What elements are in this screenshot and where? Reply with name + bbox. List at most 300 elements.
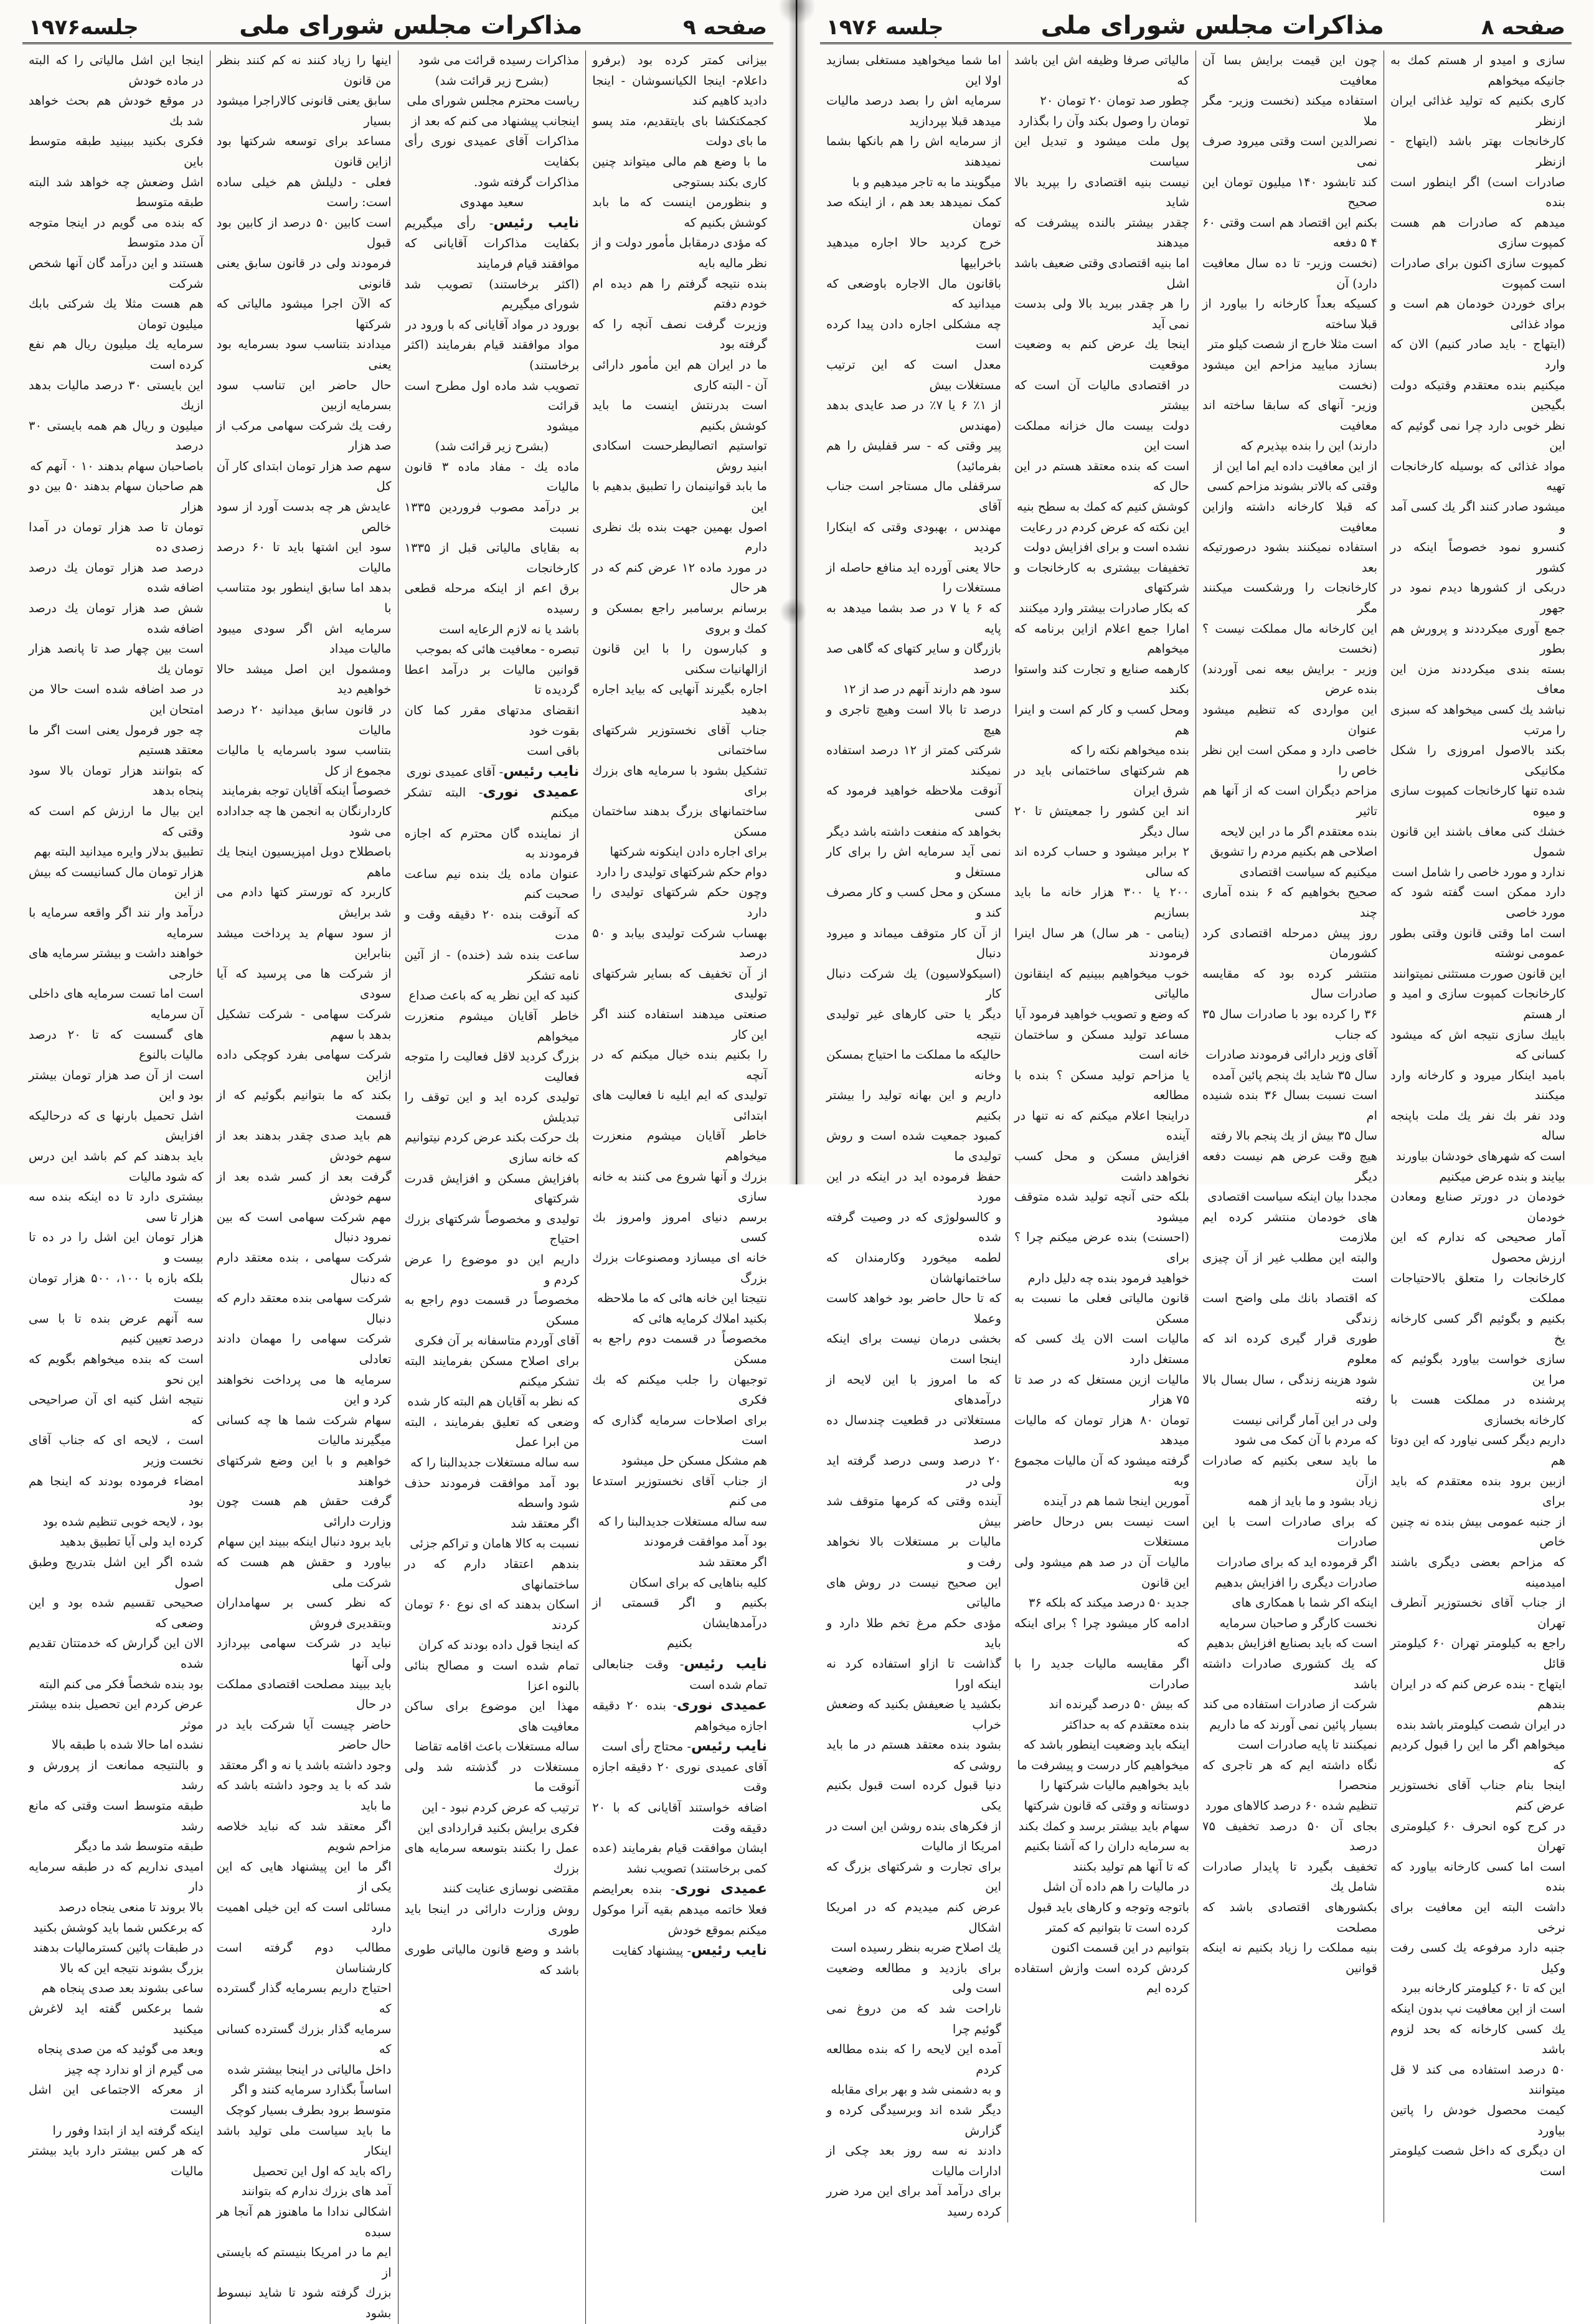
text-line: سازی و امیدو ار هستم كمك به جانیكه میخواهم [1390,53,1565,88]
text-line: برای خوردن خودمان هم است و مواد غذائی [1390,296,1565,331]
text-line: امیدی نداریم که در طبقه سرمایه دار [29,1859,204,1894]
text-line: این بیال ما ارزش کم است که وقتی که [29,803,204,839]
text-line: (ایتهاج - باید صادر کنیم) الان که وارد [1390,337,1565,372]
text-line: این که تا ۶۰ کیلومتر کارخانه ببرد [1401,1981,1565,1996]
text-line: مساعد برای توسعه شرکتها بود ازاین قانون [216,134,392,169]
text-line: ندارد و مورد خاصی را شامل است [1392,864,1565,879]
text-line: میکنیم بنده معتقدم وقتیکه دولت بگیجین [1390,377,1565,413]
text-line: دولت بیست مال خزانه مملکت است این [1014,418,1189,453]
text-line: میلیون و ریال هم همه بایستی ۳۰ درصد [29,418,204,453]
right-column-2 [1196,50,1384,2222]
text-line: وزیرت گرفت نصف آنچه را که گرفته بود [592,316,767,352]
text-line: لطمه میخورد وکارمندان که ساختمانهاشان [826,1250,1001,1285]
text-line: بزرگ بشوند نتیجه این که بالا [59,1960,204,1975]
text-line: در ایران شصت کیلومتر باشد بنده [1396,1717,1565,1732]
text-line: وجود داشته باشد یا نه و اگر معتقد [219,1757,392,1772]
text-line: اضافه خواستند آقایانی که با ۲۰ دقیقه وقت [592,1800,767,1835]
text-line: ساختمانهای بزرگ بدهند ساختمان مسکن [592,803,767,839]
text-line: اینجا این اشل مالیاتی را که البته در ماده خودش [29,53,204,88]
text-line: که مردم با آن کمک می شود [1234,1433,1377,1448]
text-line: فکری برایش بکنید قراردادی این [417,1820,580,1835]
text-line: کند تابشود ۱۴۰ میلیون تومان این صحیح [1202,174,1377,210]
text-line: شرکت از صادرات استفاده می کند [1202,1697,1377,1712]
text-line: صادرات است) اگر اینطور است بنده [1390,174,1565,210]
text-line: چه جور فرمول یعنی است اگر ما معتقد هستیم [29,722,204,758]
text-line: گرفته میشود که آن مالیات مجموع وبه [1014,1453,1189,1488]
text-line: قوانین مالیات بر درآمد اعطا گردیده تا [404,662,580,697]
text-line: بکنیم و بگوئیم اگر کسی کارخانه یخ [1390,1311,1565,1346]
text-line: رفت یك شرکت سهامی مرکب از صد هزار [216,418,392,453]
text-line: های خودمان منتشر کرده ایم ملازمت [1202,1209,1377,1245]
text-line: آمده این لایحه را که بنده مطالعه کردم [826,2042,1001,2077]
text-line: (احسنت) بنده عرض میکنم چرا ؟ برای [1014,1230,1189,1265]
text-line: تطبیق بدلار وایره میدانید البته بهم [34,844,204,859]
text-line: باتوجه وتوجه و کارهای باید قبول [1027,1900,1189,1915]
text-line: کردش کرده است وازش استفاده کرده ایم [1014,1960,1189,1996]
text-line: عمل را بكنند بتوسعه سرمایه های بزرك [404,1841,580,1876]
text-line: از این معافیت داده ایم اما این از [1213,458,1377,473]
text-line: حالیکه ما مملکت ما احتیاج بمسکن وخانه [826,1047,1001,1082]
text-line: نشده اما حالا شده با طبقه بالا [51,1737,204,1752]
text-line: کاربرد که تورستر کتها دادم می شد برایش [216,885,392,920]
text-line: که ما امروز با این لایحه از درآمدهای [826,1372,1001,1407]
text-line: درصد تا بالا است وهیچ تاجری و هیچ [826,702,1001,737]
text-line: که نظر به آقایان هم البته کار شده [407,1394,580,1409]
text-line: ۳۶ را کرده بود با صادرات سال ۳۵ که جناب [1202,1006,1377,1042]
text-line: و به دشمنی شد و بهر برای مقابله [831,2082,1001,2097]
text-line: دادند نه سه روز بعد چکی از ادارات مالیات [826,2143,1001,2178]
text-line: صادرات دیگری را افزایش بدهیم [1215,1575,1377,1590]
text-line: بیزانی کمتر کرده بود (برفرو داعلام- اینجا الکیانسوشان - اینجا دادید کاهیم کند [592,53,767,108]
text-line: درصد صد هزار تومان یك درصد اضافه شده [29,560,204,595]
text-line: است اما کسی کارخانه بیاورد که بنده [1390,1859,1565,1894]
text-line: بکنیم و اگر قسمتی از درآمدهایشان [592,1595,767,1630]
text-line: اشکالی ندادا ما ماهنوز هم آنجا هر سبده [216,2204,392,2239]
text-line: مذاکرات رسیده قرائت می شود [418,53,580,67]
text-line: باید برود دنبال اینکه ببیند این سهام [217,1534,392,1549]
text-line: سهم صد هزار تومان ابتدای کار آن کل [216,458,392,494]
text-line: صنعتی میدهند استفاده کنند اگر این کار [592,1006,767,1042]
text-line: وچون حکم شرکتهای تولیدی را دارد [592,885,767,920]
text-line: که الآن اجرا میشود مالیاتی که شرکتها [216,296,392,331]
text-line: ادامه کار میشود چرا ؟ برای اینکه که [1014,1615,1189,1651]
text-line: شده اگر این اشل بتدریج وطبق اصول [29,1554,204,1590]
text-line: اینجا بنام جناب آقای نخستوزیر عرض کنم [1390,1778,1565,1813]
text-line: نشده است و برای افزایش دولت [1024,540,1189,555]
speech-text: - پیشنهاد کفایت [612,1944,691,1958]
text-line: بسته بندی میکرددند مزن این معاف [1390,661,1565,697]
right-page-session: جلسه ۱۹۷۶ [826,15,944,40]
text-line: بخشی درمان نیست برای اینکه اینجا است [826,1331,1001,1366]
text-line: در موقع خودش هم بحث خواهد شد بك [29,93,204,128]
text-line: دارد ممكن است گفته شود که مورد خاصی [1390,885,1565,920]
text-line: شما برعکس گفته اید لاغرش میکنید [29,2001,204,2036]
text-line: ۲۰ درصد وسی درصد گرفته اید ولی در [826,1453,1001,1488]
speaker-name: نایب رئیس [503,763,580,780]
text-line: عنوان ماده یك بنده نیم ساعت صحبت کنم [404,866,580,902]
text-line: ایشان موافقت قیام بفرمایند (عده کمی برخاستند) تصویب نشد [592,1841,767,1876]
text-line: بود ، لایحه خوبی تنظیم شده بود [42,1514,204,1529]
text-line: خشك کنی معاف باشند این قانون شمول [1390,824,1565,859]
text-line: دربکی از كشورها دیدم نمود در جهور [1390,580,1565,616]
text-line: کاردارنگان به انجمن ها چه جداداده می شود [216,803,392,839]
text-line: کرده است تا بتوانیم که کمتر [1045,1920,1189,1935]
text-line: است بدرنتش اینست ما باید کوشش بکنیم [592,398,767,433]
text-line: قانون مالیاتی فعلی ما نسبت به مسکن [1014,1291,1189,1326]
text-line: مذاکرات گرفته شود. [473,174,580,189]
text-line: که خانه سازی [509,1151,580,1166]
text-line: است نسبت بسال ۳۶ بنده شنیده ام [1202,1088,1377,1123]
text-line: سهام شرکت شما ها چه کسانی میگیرند ماليات [216,1412,392,1448]
text-line: مذاکرات آقای عمیدی نوری رأی بکفایت [404,134,580,169]
text-line: سرمایه اش اگر سودی میبود مالیات میداد [216,621,392,656]
text-line: کنسرو نمود خصوصاً اینکه در کشور [1390,540,1565,575]
text-line: را هر چقدر ببرید بالا ولی بدست نمی آید [1014,296,1189,331]
text-line: میگویند ما به تاجر میدهیم و با [852,174,1001,189]
text-line: اما شما میخواهید مستغلی بسازید اولا این [826,53,1001,88]
text-line: ماده یك - مفاد ماده ۳ قانون مالیات [404,459,580,494]
text-line: پیر وقتی که - سر قفلیش را هم بفرمائید) [826,438,1001,473]
text-line: خواهیم و با این وضع شرکتهای خواهند [216,1453,392,1488]
text-line: اینکه اکر شما با همکاری های [1232,1595,1377,1610]
text-line: که یك کشوری صادرات داشته باشد [1202,1656,1377,1691]
text-line: است که باید بصنایع افزایش بدهیم [1206,1636,1377,1651]
text-line: مالیات است الان یك کسی که مستغل دارد [1014,1331,1189,1366]
text-line: تمام شده است و مصالح بنائی بالنوه اعزا [404,1658,580,1693]
text-line: کارخانجات را متعلق بالاحتیاجات مملکت [1390,1270,1565,1306]
text-line: میکنیم که سیاست اقتصادی [1239,864,1377,879]
text-line: آمورین اینجا شما هم در آینده [1044,1494,1189,1509]
text-line: که اینجا قول داده بودند که کران [418,1638,580,1653]
text-line: انقضای مدتهای مقرر کما کان بقوت خود [404,703,580,738]
text-line: ایتهاج - بنده عرض کنم که در ایران بندهم [1390,1676,1565,1712]
text-line: نتیجتا این خانه هائی که ما ملاحظه [597,1291,767,1306]
text-line: اگر معتقد شد [510,1516,580,1531]
text-line: مهم شرکت سهامی است که بین نمرود دنبال [216,1209,392,1245]
text-line: است که بنده میخواهم بگویم که این نحو [29,1352,204,1387]
right-column-4 [820,50,1008,2222]
text-line: باصاحبان سهام بدهند ۱۰ ۰ آنهم که [30,458,204,473]
text-line: معدل است که این ترتیب مستغلات بیش [826,357,1001,392]
text-line: کمپوت سازی اکنون برای صادرات است کمپوت [1390,255,1565,291]
text-line: که برعکس شما باید کوشش بکنید [33,1920,204,1935]
text-line: والبته این مطلب غیر از آن چیزی است [1202,1250,1377,1285]
text-line: ما باید سعی بکنیم که صادرات ازآن [1202,1453,1377,1488]
text-line: خاصی دارد و ممکن است این نظر خاص را [1202,743,1377,778]
right-page-title: مذاکرات مجلس شورای ملی [1040,11,1384,40]
text-line: خواهید فرمود بنده چه دلیل دارم [1027,1270,1189,1285]
text-line: جنبه دارد مرفوعه یك کسی رفت وکیل [1390,1940,1565,1975]
text-line: دوستانه و وقتی که قانون شرکتها [1024,1798,1189,1813]
text-line: شرکت سهامی بنده معتقد دارم که دنبال [216,1291,392,1326]
right-column-3 [1008,50,1196,2222]
text-line: بنده معتقدم اگر ما در این لایحه [1220,824,1377,839]
text-line: این قانون صورت مستثنی نمیتوانند [1392,966,1565,981]
text-line: برای اصلاح مسکن بفرمایند البته تشکر میکنم [404,1354,580,1389]
text-line: بك حرکت بکند عرض کردم نیتوانیم [405,1130,580,1145]
text-line: طبقه متوسط شد ما دیگر [75,1839,204,1854]
speaker-paragraph [592,1736,767,1757]
text-line: بیشتری دارد تا ده اینکه بنده سه هزار تا سی [29,1189,204,1224]
text-line: (اسیکولاسیون) یك شرکت دنبال کار [826,966,1001,1001]
text-line: ازبین برود بنده معتقدم که باید برای [1390,1473,1565,1509]
text-line: اشل وضعش چه خواهد شد البته طبقه متوسط [29,174,204,210]
text-line: در طبقات پائین کسترمالیات بدهند [32,1940,204,1955]
text-line: بود آمد موافقت فرمودند حذف شود واسطه [404,1475,580,1511]
speech-text: - رأی میگیریم بکفایت مذاکرات آقایانی که موافقند قیام فرمایند [404,215,580,271]
text-line: تومان را وصول بکند وآن را بگذارد [1018,113,1189,128]
text-line: باید بخواهیم مالیات شرکتها را [1040,1778,1189,1793]
text-line: مواد موافقند قیام بفرمایند (اکثر برخاستند) [404,338,580,372]
text-line: می گیرم از او ندارد چه چیز [65,2062,204,2077]
text-line: تخفیف بگیرد تا پایدار صادرات شامل یك [1202,1859,1377,1894]
text-line: این کارخانه مال مملکت نیست ؟ (نخست [1202,621,1377,656]
text-line: ودد نفر بك نفر يك ملت باپنجه ساله [1390,1108,1565,1143]
text-line: بدهد اما سابق اینطور بود متناسب با [216,580,392,616]
speaker-name: نایب رئیس [691,1738,767,1755]
text-line: نباشد یك کسی میخواهد که سبزی را مرتب [1390,702,1565,737]
text-line: خوب میخواهیم ببینیم که اینقانون مالیاتی [1014,966,1189,1001]
text-line: را بکنیم بنده خیال میکنم که در آنچه [592,1047,767,1082]
text-line: عرض کنم میدیدم که در امریکا اشکال [826,1900,1001,1935]
text-line: دنیا قبول کرده است قبول بکنیم یکی [826,1778,1001,1813]
left-page-title: مذاکرات مجلس شورای ملی [239,11,583,40]
text-line: بامید اینکار میرود و کارخانه وارد میکنند [1390,1067,1565,1103]
text-line: داشت البته این معافیت برای نرخی [1390,1900,1565,1935]
text-line: شرکت سهامی بفرد کوچکی داده ازاین [216,1047,392,1082]
text-line: میخواهم اگر ما این را قبول کردیم که [1390,1737,1565,1772]
text-line: و بالنتیجه ممانعت از پرورش و رشد [29,1757,204,1793]
text-line: شده تنها کارخانجات کمپوت سازی و میوه [1390,783,1565,818]
text-line: است مثلا خارج از شصت کیلو متر [1207,337,1377,352]
text-line: کسیکه بعداً کارخانه را بیاورد از قبلا ساخته [1202,296,1377,331]
right-page-number: صفحه ۸ [1481,15,1565,40]
text-line: مواد غذائی که بوسیله كارخانجات تهیه [1390,458,1565,494]
text-line: نیست بنیه اقتصادی را بپرید بالا شاید [1014,174,1189,210]
text-line: به بقایای مالیاتی قبل از ۱۳۳۵ کارخانجات [404,541,580,575]
text-line: گذاشت تا ازاو استفاده کرد نه اینکه اورا [826,1656,1001,1691]
text-line: که برای صادرات است با این صادرات [1202,1514,1377,1549]
text-line: متوسط برود بطرف بسیار کوچک [225,2102,392,2117]
text-line: بخواهد که منفعت داشته باشد دیگر [827,824,1001,839]
text-line: یك اصلاح ضربه بنظر رسیده است [831,1940,1001,1955]
text-line: برسانم برسامبر راجع بمسکن و کمك و بروی [592,601,767,636]
text-line: کنید که این نظر یه که باعث صداع [408,988,580,1003]
text-line: مساعد تولید مسکن و ساختمان خانه است [1014,1027,1189,1062]
text-line: بکشورهای اقتصادی باشد که مصلحت [1202,1900,1377,1935]
text-line: این مواردی که تنظیم میشود عنوان [1202,702,1377,737]
text-line: آقای وزیر دارائی فرمودند صادرات [1205,1047,1377,1062]
text-line: که مزاحم بعضی دیگری باشند امیدمینه [1390,1554,1565,1590]
speaker-paragraph [592,1879,767,1940]
speaker-name: عمیدی نوری [483,784,580,801]
text-line: حالا یعنی آورده اید منافع حاصله از مستغلات را [826,560,1001,595]
text-line: این بایستی ۳۰ درصد مالیات بدهد ازیك [29,377,204,413]
text-line: اینجا یك عرض کنم به وضعیت موقعیت [1014,337,1189,372]
text-line: بشود بنده معتقد هستم در ما باید روشی که [826,1737,1001,1772]
speech-text: - وقت جنابعالی تمام شده است [592,1656,767,1692]
text-line: تواستیم اتصالیطرحست اسکادی ابنید روش [592,438,767,473]
text-line: اصول بهمین جهت بنده بك نظری دارم [592,519,767,555]
text-line: هزار تومان مال کسانیست که بیش از این [29,864,204,900]
text-line: این صحیح نیست در روش های مالیاتی [826,1575,1001,1610]
text-line: آقای آوردم متاسفانه بر آن فکری [414,1333,580,1348]
text-line: سرمایه اش را بصد درصد مالیات میدهد قبلا بپردازید [826,93,1001,128]
text-line: اگر معتقد شد [698,1554,767,1569]
text-line: برسم دنیای امروز وامروز بك کسی [592,1209,767,1245]
text-line: که وضع و تصویب خواهید فرمود آیا [1015,1006,1189,1021]
text-line: كاری بکنیم كه تولید غذائی ایران ازنظر [1390,93,1565,128]
text-line: گرفت حقش هم هست چون وزارت دارائی [216,1494,392,1529]
left-page-session: جلسه۱۹۷۶ [29,15,139,40]
text-line: بکند بالاصول امروزی را شکل مکانیکی [1390,743,1565,778]
text-line: اصلاحی هم بکنیم مردم را تشویق [1210,844,1377,859]
text-line: نباید در شرکت سهامی بپردازد ولی آنها [216,1636,392,1671]
text-line: اگر ما این پیشنهاد هایی که این یکی از [216,1859,392,1894]
text-line: اجاره بگیرند آنهایی که بیاید اجاره بدهید [592,682,767,717]
text-line: از معرکه الاجتماعی این اشل الیست [29,2082,204,2117]
text-line: شش صد هزار تومان یك درصد اضافه شده [29,601,204,636]
text-line: تصویب شد ماده اول مطرح است قرائت [404,378,580,413]
left-page-columns [22,50,773,2324]
text-line: در اقتصادی مالیات آن است که بیشتر [1014,377,1189,413]
left-column-3 [210,50,398,2324]
text-line: که بیش ۵۰ درصد گیرنده اند [1049,1697,1189,1712]
text-line: تشکیل بشود با سرمایه های بزرك برای [592,763,767,798]
text-line: بنده نتیجه گرفتم را هم دیده ام خودم دفتم [592,276,767,311]
text-line: ایم ما در امریکا بنیستم که بایستی از [216,2245,392,2280]
text-line: داریم این دو موضوع را عرض کردم و [404,1252,580,1287]
text-line: است اما تست سرمایه های داخلی آن سرمایه [29,986,204,1021]
text-line: سه ساله مستغلات جدیدالبنا را که [410,1455,580,1470]
text-line: بیایند و بنده عرض میکنیم [1439,1169,1565,1184]
text-line: در قانون سابق میدانید ۲۰ درصد مالیات [216,702,392,737]
text-line: بزرك و آنها شروع می کنند به خانه سازی [592,1169,767,1204]
text-line: راجع به کیلومتر تهران ۶۰ کیلومتر قائل [1390,1636,1565,1671]
text-line: طبقه متوسط است وقتی که مانع رشد [29,1798,204,1833]
text-line: تولیدی و مخصوصاً شرکتهای بزرك احتیاج [404,1211,580,1247]
text-line: شرکتی کمتر از ۱۲ درصد استفاده نمیکند [826,743,1001,778]
text-line: فرمودند ولی در قانون سابق یعنی قانونی [216,255,392,291]
text-line: زیاد بشود و ما باید از همه [1248,1494,1377,1509]
text-line: اسکان بدهند که ای نوع ۶۰ تومان کردند [404,1597,580,1632]
text-line: (اکثر برخاستند) تصویب شد شورای میگیریم [404,276,580,312]
text-line: بزرگ کردید لاقل فعالیت را متوجه فعالیت [404,1049,580,1084]
text-line: کرده اید ولی آیا تطبیق بدهید [59,1534,204,1549]
text-line: که تا حال حاضر بود خواهد کاست وعملا [826,1291,1001,1326]
text-line: (بشرح زیر قرائت شد) [435,439,549,454]
text-line: بنده میخواهم نکته را که [1070,743,1189,758]
text-line: هم شرکتهای ساختمانی باید در شرق ایران [1014,763,1189,798]
text-line: بکنم این اقتصاد هم است وقتی ۶۰ ۴ ۵ دفعه [1202,215,1377,250]
text-line: تنظیم شده ۶۰ درصد کالاهای مورد [1205,1798,1377,1813]
text-line: بتوانیم در این قسمت اکنون [1051,1940,1189,1955]
text-line: مزاحم دیگران است که از آنها هم تاثیر [1202,783,1377,818]
text-line: برای درآمد آمد برای این مرد ضرر کرده رسید [826,2184,1001,2219]
text-line: خرج کردید حالا اجاره میدهید باخرابیها [826,235,1001,270]
text-line: بجای آن ۵۰ درصد تخفیف ۷۵ درصد [1202,1818,1377,1854]
text-line: (نخست وزیر- تا ده سال معافیت دارد) آن [1202,255,1377,291]
text-line: سرمایه گذار بزرك گسترده کسانی که [216,2021,392,2057]
speaker-name: نایب رئیس [493,214,580,231]
text-line: بافزایش مسکن و افزایش قدرت شرکتهای [404,1171,580,1206]
text-line: ما باید سیاست ملی تولید باشد اینکار [216,2123,392,2158]
text-line: دراینجا اعلام میکنم که نه تنها در آینده [1014,1108,1189,1143]
text-line: از سود سهام ید پرداخت میشد بنابراین [216,925,392,961]
text-line: تولیدی که ایم ایلیه نا فعالیت های ابتدائی [592,1088,767,1123]
text-line: این نکته که عرض کردم در رعایت [1020,519,1189,534]
text-line: داخل مالیاتی در اینجا بیشتر شده [227,2062,392,2077]
text-line: استفاده نمیکنند بشود درصورتیکه بعد [1202,540,1377,575]
text-line: ترتیب که عرض کردم نبود - این [422,1800,580,1815]
text-line: بالا بروند تا منعی ینجاه درصد [58,1900,204,1915]
text-line: بکنیم [667,1636,693,1651]
text-line: میخواهیم کار درست و پیشرفت ما [1017,1757,1189,1772]
text-line: هم باید صدی چقدر بدهند بعد از سهم خودش [216,1128,392,1164]
text-line: درآمد وار نند اگر واقعه سرمایه با سرمایه [29,905,204,940]
text-line: کارهمه صنایع و تجارت کند واستوا بکند [1014,661,1189,697]
text-line: بلکه بازه با ۱۰۰، ۵۰۰ هزار تومان بیست [29,1270,204,1306]
text-line: است کابین ۵۰ درصد از کابین بود قبول [216,215,392,250]
text-line: آقای عمیدی نوری ۲۰ دقیقه اجازه وقت [592,1759,767,1795]
text-line: مؤدی حکم مرغ تخم طلا دارد و باید [826,1615,1001,1651]
text-line: نظر خوبی دارد چرا نمی گوئیم که این [1390,418,1565,453]
text-line: نمی آید سرمایه اش را برای کار مستغل و [826,844,1001,879]
text-line: بندهم اعتقاد دارم که در ساختمانهای [404,1556,580,1592]
text-line: صحیحی تقسیم شده بود و این وضعی که [29,1595,204,1630]
text-line: مجددا بيان اینکه سیاست اقتصادی [1207,1189,1377,1204]
text-line: بایبك سازی نتیجه اش که میشود کسانی که [1390,1027,1565,1062]
text-line: استفاده میکند (نخست وزیر- مگر ملا [1202,93,1377,128]
text-line: سال ۳۵ شاید بك پنجم پائین آمده [1212,1067,1377,1082]
left-column-4 [22,50,210,2324]
text-line: سود این اشتها باید تا ۶۰ درصد مالیات [216,540,392,575]
text-line: آنوقت ملاحظه خواهید فرمود که کسی [826,783,1001,818]
text-line: ولی در این آمار گرانی نیست [1232,1412,1377,1427]
text-line: نصرالدین است وقتی میرود صرف نمی [1202,134,1377,169]
text-line: کارخانجات را ورشکست میکنند مگر [1202,580,1377,616]
text-line: سه آنهم عرض بنده تا با سی درصد تعیین کنیم [29,1311,204,1346]
text-line: جناب آقای نخستوزیر شرکتهای ساختمانی [592,722,767,758]
text-line: نتیجه اشل کنیه ای آن صراحیحی که [29,1392,204,1427]
text-line: وبعد می گوئید که من صدی پنجاه [37,2042,204,2057]
text-line: نمیکنند تا پایه صادرات است [1237,1737,1377,1752]
text-line: الان این گرارش که خدمتتان تقدیم شده [29,1636,204,1671]
text-line: مسکن و محل کسب و کار مصرف کند و [826,885,1001,920]
text-line: داریم دیگر کسی نیاورد که این دوتا هم [1390,1433,1565,1468]
text-line: باشد و وضع قانون مالیاتی طوری باشد که [404,1942,580,1977]
text-line: از جنبه عمومی بیش بنده نه چنین خاص [1390,1514,1565,1549]
text-line: بود آمد موافقت فرمودند [643,1534,767,1549]
text-line: منتشر کرده بود که مقایسه صادرات سال [1202,966,1377,1001]
text-line: ساعی بشوند بعد صدی پنجاه هم [41,1981,204,1996]
text-line: سرقفلی مال مستاجر است جناب آقای [826,479,1001,514]
text-line: اینها را زیاد کنند نه کم کنند بنظر من قانون [216,53,392,88]
text-line: اشل تحمیل بارنها ی که درحالیکه افزایش [29,1108,204,1143]
text-line: حال حاضر این تناسب سود بسرمایه ازبین [216,377,392,413]
right-page [797,0,1594,2219]
text-line: چه مشکلی اجاره دادن پیدا کرده است [826,316,1001,352]
text-line: بسیار پائین نمی آورند که ما داریم [1209,1717,1377,1732]
text-line: بسازد مبایید مزاحم این میشود (نخست [1202,357,1377,392]
text-line: که مؤدی درمقابل مأمور دولت و از نظر مالیه بایه [592,235,767,270]
text-line: سه ساله مستغلات جدیدالبنا را که [598,1514,767,1529]
left-column-2 [398,50,587,2324]
text-line: پرشنده در مملکت هست با کارخانه بخسازی [1390,1392,1565,1427]
text-line: که ۶ یا ۷ در صد بشما میدهد به پایه [826,601,1002,636]
text-line: شرکت سهامی ، بنده معتقد دارم که دنبال [216,1250,392,1285]
text-line: ما با وضع هم مالی میتواند چنین کاری بکند بستوجی [592,154,767,189]
